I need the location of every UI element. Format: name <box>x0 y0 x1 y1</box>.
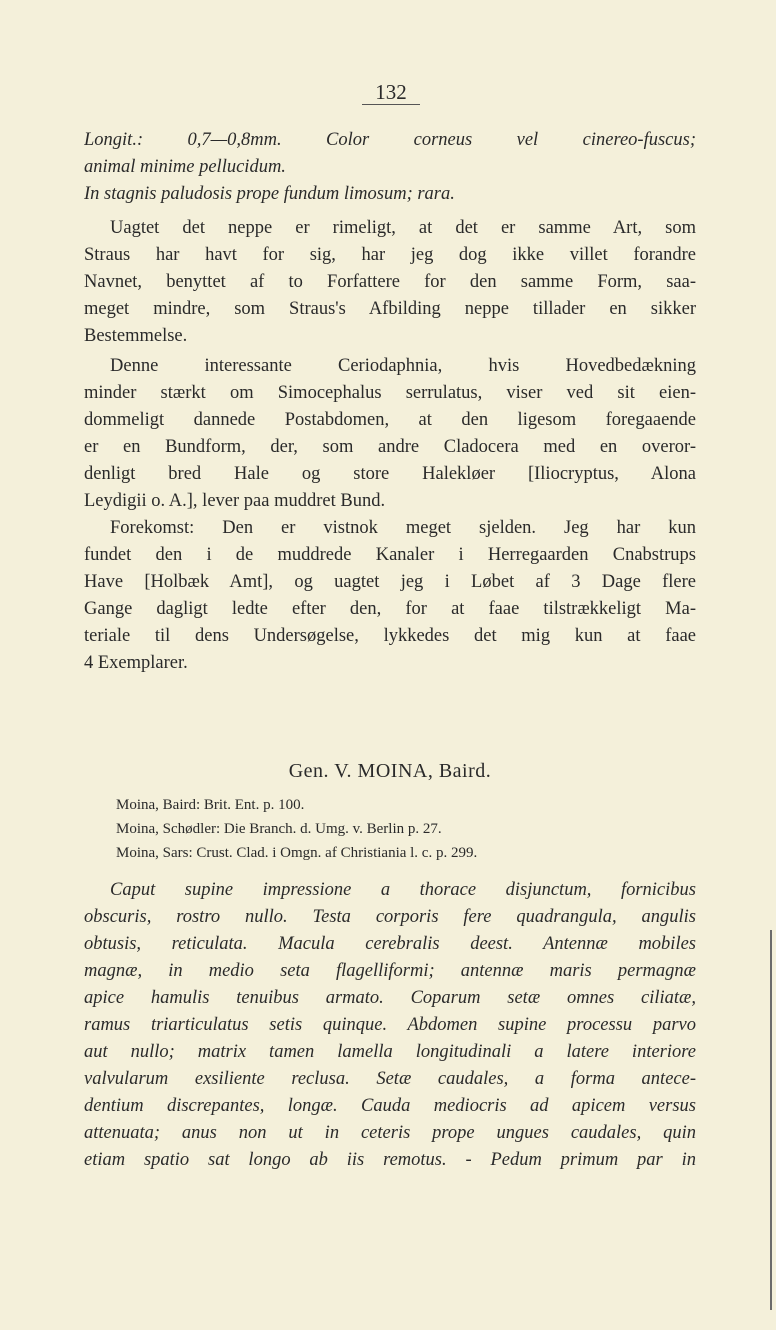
text-line: Have [Holbæk Amt], og uagtet jeg i Løbet af 3 Dage flere <box>84 572 696 592</box>
page-edge-line <box>770 930 772 1310</box>
text-line: valvularum exsiliente reclusa. Setæ caudales, a forma antece- <box>84 1069 696 1089</box>
text-line: dommeligt dannede Postabdomen, at den ligesom foregaaende <box>84 410 696 430</box>
text-line: er en Bundform, der, som andre Cladocera med en overor- <box>84 437 696 457</box>
text-line: Forekomst: Den er vistnok meget sjelden. Jeg har kun <box>110 518 696 538</box>
text-line: etiam spatio sat longo ab iis remotus. - Pedum primum par in <box>84 1150 696 1170</box>
text-line: aut nullo; matrix tamen lamella longitudinali a latere interiore <box>84 1042 696 1062</box>
text-line: animal minime pellucidum. <box>84 157 286 177</box>
text-line: magnæ, in medio seta flagelliformi; antennæ maris permagnæ <box>84 961 696 981</box>
text-line: Denne interessante Ceriodaphnia, hvis Hovedbedækning <box>110 356 696 376</box>
text-line: Uagtet det neppe er rimeligt, at det er samme Art, som <box>110 218 696 238</box>
text-line: 4 Exemplarer. <box>84 653 188 673</box>
synonym-line: Moina, Schødler: Die Branch. d. Umg. v. Berlin p. 27. <box>116 821 442 837</box>
synonym-line: Moina, Sars: Crust. Clad. i Omgn. af Christiania l. c. p. 299. <box>116 845 478 861</box>
text-line: Navnet, benyttet af to Forfattere for den samme Form, saa- <box>84 272 696 292</box>
text-line: attenuata; anus non ut in ceteris prope ungues caudales, quin <box>84 1123 696 1143</box>
text-line: obtusis, reticulata. Macula cerebralis deest. Antennæ mobiles <box>84 934 696 954</box>
page-number: 132 <box>362 80 420 105</box>
text-line: meget mindre, som Straus's Afbilding neppe tillader en sikker <box>84 299 696 319</box>
text-line: Longit.: 0,7—0,8mm. Color corneus vel cinereo-fuscus; <box>84 130 696 150</box>
text-line: denligt bred Hale og store Halekløer [Iliocryptus, Alona <box>84 464 696 484</box>
text-line: Gange dagligt ledte efter den, for at faae tilstrækkeligt Ma- <box>84 599 696 619</box>
text-line: teriale til dens Undersøgelse, lykkedes det mig kun at faae <box>84 626 696 646</box>
text-line: Bestemmelse. <box>84 326 188 346</box>
text-line: fundet den i de muddrede Kanaler i Herregaarden Cnabstrups <box>84 545 696 565</box>
text-line: dentium discrepantes, longæ. Cauda mediocris ad apicem versus <box>84 1096 696 1116</box>
text-line: Caput supine impressione a thorace disjunctum, fornicibus <box>110 880 696 900</box>
text-line: obscuris, rostro nullo. Testa corporis fere quadrangula, angulis <box>84 907 696 927</box>
text-line: In stagnis paludosis prope fundum limosum; rara. <box>84 184 455 204</box>
text-line: apice hamulis tenuibus armato. Coparum setæ omnes ciliatæ, <box>84 988 696 1008</box>
text-line: minder stærkt om Simocephalus serrulatus, viser ved sit eien- <box>84 383 696 403</box>
text-line: ramus triarticulatus setis quinque. Abdomen supine processu parvo <box>84 1015 696 1035</box>
genus-heading: Gen. V. MOINA, Baird. <box>288 760 492 782</box>
synonym-line: Moina, Baird: Brit. Ent. p. 100. <box>116 797 305 813</box>
text-line: Straus har havt for sig, har jeg dog ikke villet forandre <box>84 245 696 265</box>
text-line: Leydigii o. A.], lever paa muddret Bund. <box>84 491 386 511</box>
